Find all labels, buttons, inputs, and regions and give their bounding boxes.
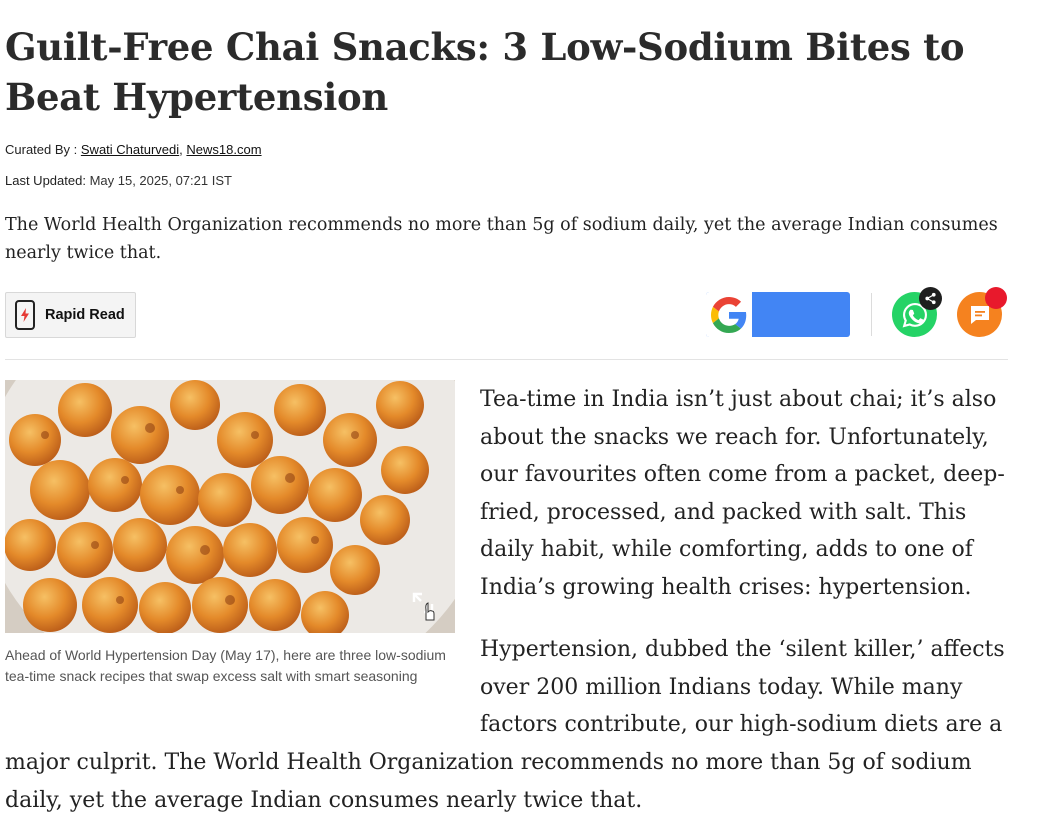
rapid-read-label: Rapid Read bbox=[45, 307, 125, 323]
curated-by-label: Curated By : bbox=[5, 142, 78, 157]
notification-dot bbox=[985, 287, 1007, 309]
google-logo-icon bbox=[706, 292, 752, 337]
rapid-read-button[interactable] bbox=[5, 292, 136, 338]
article-summary: The World Health Organization recommends no more than 5g of sodium daily, yet the average Indian consumes nearly twice that. bbox=[5, 215, 998, 263]
google-preferred-source-button[interactable] bbox=[706, 292, 850, 337]
body-paragraph-2-start: Hypertension, dubbed the ‘silent killer,’ affects over 200 million Indians today. While many factors contribute, our high-sodium diets are a bbox=[480, 637, 1005, 738]
share-icon[interactable] bbox=[919, 287, 942, 310]
byline-separator: , bbox=[179, 142, 183, 157]
body-paragraph-2-end: major culprit. The World Health Organization recommends no more than 5g of sodium daily, yet the average Indian consumes nearly twice that. bbox=[5, 750, 972, 813]
body-paragraph-1: Tea-time in India isn’t just about chai; it’s also about the snacks we reach for. Unfortunately, our favourites often come from a packet, deep-fried, processed, and packed with salt. This daily habit, while comforting, adds to one of India’s growing health crises: hypertension. bbox=[480, 387, 1005, 600]
content-divider bbox=[5, 359, 1008, 360]
expand-image-icon[interactable] bbox=[410, 590, 444, 624]
publisher-link[interactable]: News18.com bbox=[186, 142, 262, 157]
phone-lightning-icon bbox=[15, 300, 35, 330]
last-updated bbox=[5, 173, 232, 188]
image-caption: Ahead of World Hypertension Day (May 17), here are three low-sodium tea-time snack recipes that swap excess salt with smart seasoning bbox=[5, 647, 446, 684]
author-link[interactable]: Swati Chaturvedi bbox=[80, 142, 180, 157]
last-updated-label: Last Updated: bbox=[5, 173, 86, 188]
last-updated-date: May 15, 2025, 07:21 IST bbox=[89, 173, 232, 188]
actions-divider bbox=[871, 293, 872, 336]
article-hero-image[interactable] bbox=[5, 380, 455, 633]
article-title: Guilt-Free Chai Snacks: 3 Low-Sodium Bites to Beat Hypertension bbox=[5, 25, 965, 119]
roasted-makhana-image bbox=[5, 380, 455, 633]
byline bbox=[5, 142, 262, 157]
